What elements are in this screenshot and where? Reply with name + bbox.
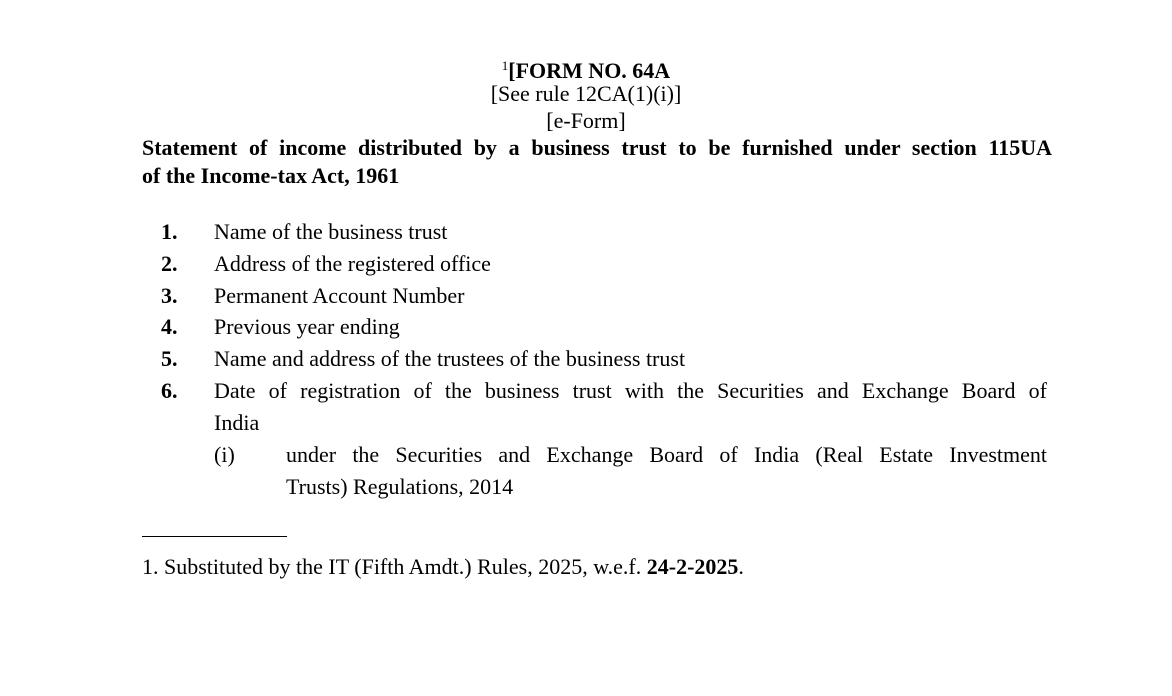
item-text: Permanent Account Number (214, 283, 465, 308)
item-text: Name of the business trust (214, 219, 448, 244)
footnote-date: 24-2-2025 (646, 554, 739, 579)
item-number: 3. (161, 283, 178, 308)
item-text: Previous year ending (214, 314, 400, 339)
subitem-number: (i) (214, 442, 235, 467)
footnote-text: 1. Substituted by the IT (Fifth Amdt.) Rules, 2025, w.e.f. (142, 554, 647, 579)
item-text: Name and address of the trustees of the business trust (214, 346, 686, 371)
footnote-divider (142, 536, 287, 537)
footnote-end: . (738, 554, 744, 579)
subitem-text (286, 439, 1047, 503)
statement-heading (142, 134, 1052, 190)
item-number: 5. (161, 346, 178, 371)
form-type: [e-Form] (546, 108, 626, 133)
subitem-text-line-2: Trusts) Regulations, 2014 (286, 474, 514, 499)
footnote-marker: 1 (501, 58, 509, 73)
footnote (142, 553, 744, 581)
subitem-text-line-1: under the Securities and Exchange Board of India (Real Estate Investment (286, 442, 1047, 467)
item-number: 6. (161, 378, 178, 403)
item-text: Address of the registered office (214, 251, 491, 276)
item-text-line-2: India (214, 410, 260, 435)
item-number: 1. (161, 219, 178, 244)
item-text-multiline (214, 375, 1047, 439)
statement-line-2: of the Income-tax Act, 1961 (142, 163, 400, 188)
rule-reference: [See rule 12CA(1)(i)] (490, 81, 682, 106)
item-number: 2. (161, 251, 178, 276)
item-text-line-1: Date of registration of the business trust with the Securities and Exchange Board of (214, 378, 1047, 403)
item-number: 4. (161, 314, 178, 339)
statement-line-1: Statement of income distributed by a business trust to be furnished under section 115UA (142, 135, 1052, 160)
form-title-text: [FORM NO. 64A (508, 58, 671, 83)
